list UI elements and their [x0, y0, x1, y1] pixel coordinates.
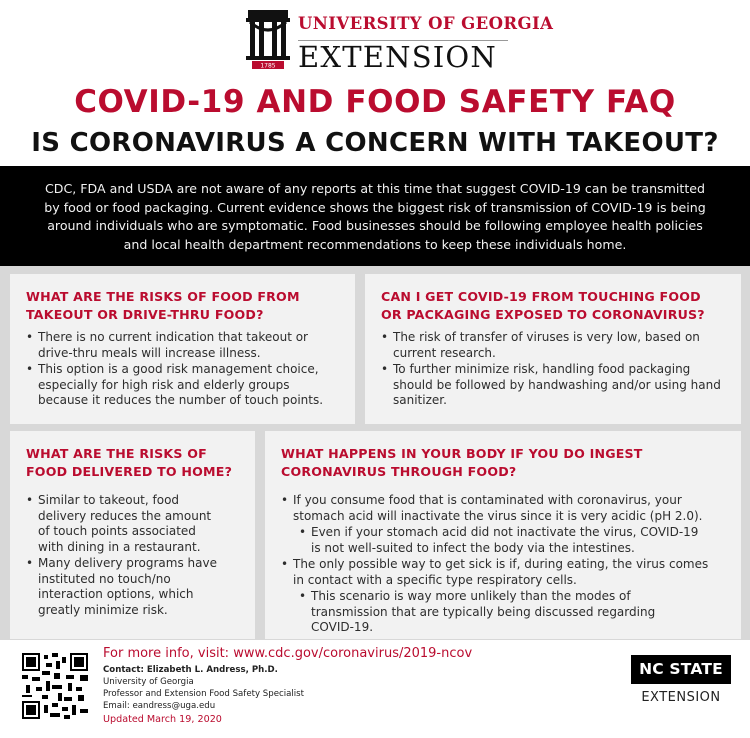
intro-line: around individuals who are symptomatic. Food businesses should be following employee health policies: [47, 218, 703, 233]
more-info-link[interactable]: For more info, visit: www.cdc.gov/coronavirus/2019-ncov: [103, 646, 473, 661]
list-item: • The only possible way to get sick is if, during eating, the virus comes in contact with a specific type respiratory cells.: [281, 557, 725, 588]
bullet-list: [381, 330, 725, 409]
contact-name: Contact: Elizabeth L. Andress, Ph.D.: [103, 665, 278, 675]
sub-list-item: • Even if your stomach acid did not inactivate the virus, COVID-19 is not well-suited to infect the body via the intestines.: [281, 525, 725, 556]
intro-line: by food or food packaging. Current evidence shows the biggest risk of transmission of COVID-19 is being: [44, 199, 706, 215]
intro-banner: [0, 166, 750, 266]
qr-code-icon[interactable]: [22, 653, 88, 719]
faq-panels: [0, 266, 750, 640]
page-title: COVID-19 AND FOOD SAFETY FAQ: [74, 84, 676, 120]
uga-logo: [246, 8, 554, 74]
header: [0, 0, 750, 78]
faq-takeout-risks: [10, 274, 355, 424]
section-heading: WHAT HAPPENS IN YOUR BODY IF YOU DO INGEST CORONAVIRUS THROUGH FOOD?: [281, 446, 643, 479]
faq-touching-packaging: [365, 274, 741, 424]
section-heading: WHAT ARE THE RISKS OF FOOD DELIVERED TO HOME?: [26, 446, 233, 479]
faq-ingesting-coronavirus: [265, 431, 741, 639]
section-heading: WHAT ARE THE RISKS OF FOOD FROM TAKEOUT OR DRIVE-THRU FOOD?: [26, 289, 300, 322]
contact-organization: University of Georgia: [103, 677, 194, 687]
bullet-list: [281, 493, 725, 636]
list-item: • This option is a good risk management choice, especially for high risk and elderly groups because it reduces the number of touch points.: [26, 362, 339, 409]
contact-position: Professor and Extension Food Safety Specialist: [103, 689, 305, 699]
list-item: • There is no current indication that takeout or drive-thru meals will increase illness.: [26, 330, 339, 361]
ncstate-extension-label: EXTENSION: [641, 690, 721, 705]
list-item: • The risk of transfer of viruses is very low, based on current research.: [381, 330, 725, 361]
extension-label: EXTENSION: [298, 40, 497, 74]
bullet-list: [26, 330, 339, 409]
contact-email[interactable]: Email: eandress@uga.edu: [103, 701, 216, 711]
updated-date: Updated March 19, 2020: [103, 714, 222, 725]
list-item: • To further minimize risk, handling food packaging should be followed by handwashing and/or using hand sanitizer.: [381, 362, 725, 409]
uga-arch-icon: [246, 8, 290, 70]
university-name: UNIVERSITY OF GEORGIA: [298, 14, 554, 33]
list-item: • Similar to takeout, food delivery reduces the amount of touch points associated with dining in a restaurant.: [26, 493, 239, 555]
section-heading: CAN I GET COVID-19 FROM TOUCHING FOOD OR PACKAGING EXPOSED TO CORONAVIRUS?: [381, 289, 705, 322]
faq-delivery-risks: [10, 431, 255, 639]
page-subtitle: IS CORONAVIRUS A CONCERN WITH TAKEOUT?: [31, 128, 719, 158]
ncstate-logo: NC STATE: [631, 655, 731, 684]
logo-year: 1785: [260, 62, 276, 70]
bullet-list: [26, 493, 239, 618]
sub-list-item: • This scenario is way more unlikely than the modes of transmission that are typically being discussed regarding COVID-19.: [281, 589, 725, 636]
intro-line: CDC, FDA and USDA are not aware of any reports at this time that suggest COVID-19 can be transmitted: [44, 181, 705, 196]
list-item: • If you consume food that is contaminated with coronavirus, your stomach acid will inactivate the virus since it is very acidic (pH 2.0).: [281, 493, 725, 524]
footer: [0, 640, 750, 738]
intro-line: and local health department recommendations to keep these individuals home.: [123, 236, 627, 252]
list-item: • Many delivery programs have instituted no touch/no interaction options, which greatly minimize risk.: [26, 556, 239, 618]
